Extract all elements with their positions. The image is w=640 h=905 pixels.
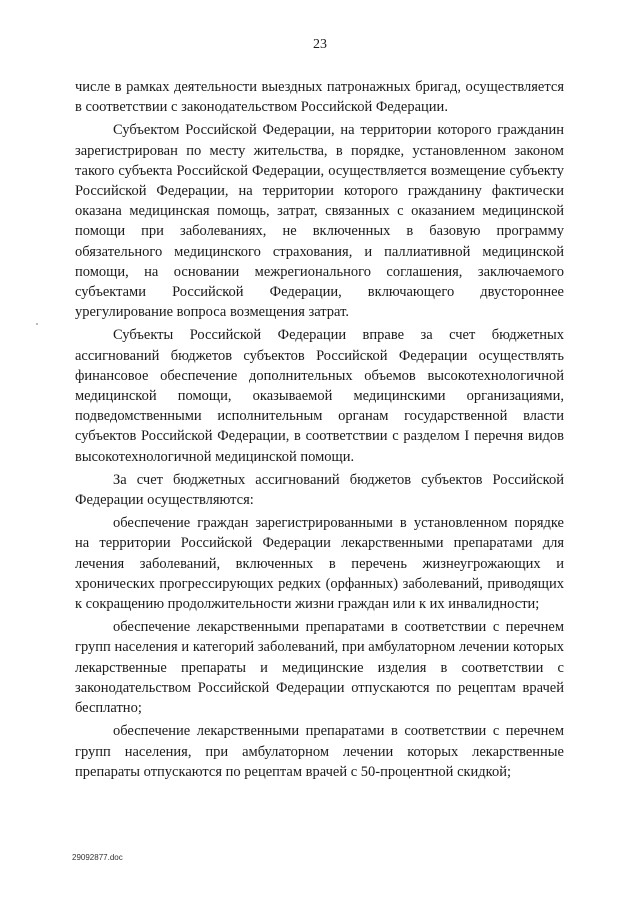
page-number: 23 <box>313 37 327 52</box>
paragraph-high-tech-care: Субъекты Российской Федерации вправе за счет бюджетных ассигнований бюджетов субъектов Российской Федерации осуществлять финансовое обеспечение дополнительных объемов высокотехнологичной медицинской помощи, оказываемой медицинскими организациями, подведомственными исполнительным органам государственной власти субъектов Российской Федерации, в соответствии с разделом I перечня видов высокотехнологичной медицинской помощи. <box>75 327 564 465</box>
footer-file-code: 29092877.doc <box>72 853 123 862</box>
margin-mark <box>36 323 38 325</box>
list-item-free-prescriptions: обеспечение лекарственными препаратами в соответствии с перечнем групп населения и категорий заболеваний, при амбулаторном лечении которых лекарственные препараты и медицинские изделия в соответствии с законодательством Российской Федерации отпускаются по рецептам врачей бесплатно; <box>75 619 564 717</box>
list-item-orphan-diseases: обеспечение граждан зарегистрированными в установленном порядке на территории Российской Федерации лекарственными препаратами для лечения заболеваний, включенных в перечень жизнеугрожающих и хронических прогрессирующих редких (орфанных) заболеваний, приводящих к сокращению продолжительности жизни граждан или к их инвалидности; <box>75 515 564 613</box>
paragraph-reimbursement: Субъектом Российской Федерации, на территории которого гражданин зарегистрирован по месту жительства, в порядке, установленном законом такого субъекта Российской Федерации, осуществляется возмещение субъекту Российской Федерации, на территории которого гражданину фактически оказана медицинская помощь, затрат, связанных с оказанием медицинской помощи при заболеваниях, не включенных в базовую программу обязательного медицинского страхования, и паллиативной медицинской помощи, на основании межрегионального соглашения, заключаемого субъектами Российской Федерации, включающего двустороннее урегулирование вопроса возмещения затрат. <box>75 122 564 321</box>
document-body <box>75 77 564 785</box>
paragraph-budget-funding-intro: За счет бюджетных ассигнований бюджетов субъектов Российской Федерации осуществляются: <box>75 471 564 509</box>
paragraph-continuation: числе в рамках деятельности выездных патронажных бригад, осуществляется в соответствии с законодательством Российской Федерации. <box>75 79 564 116</box>
list-item-discount-prescriptions: обеспечение лекарственными препаратами в соответствии с перечнем групп населения, при амбулаторном лечении которых лекарственные препараты отпускаются по рецептам врачей с 50-процентной скидкой; <box>75 723 564 780</box>
